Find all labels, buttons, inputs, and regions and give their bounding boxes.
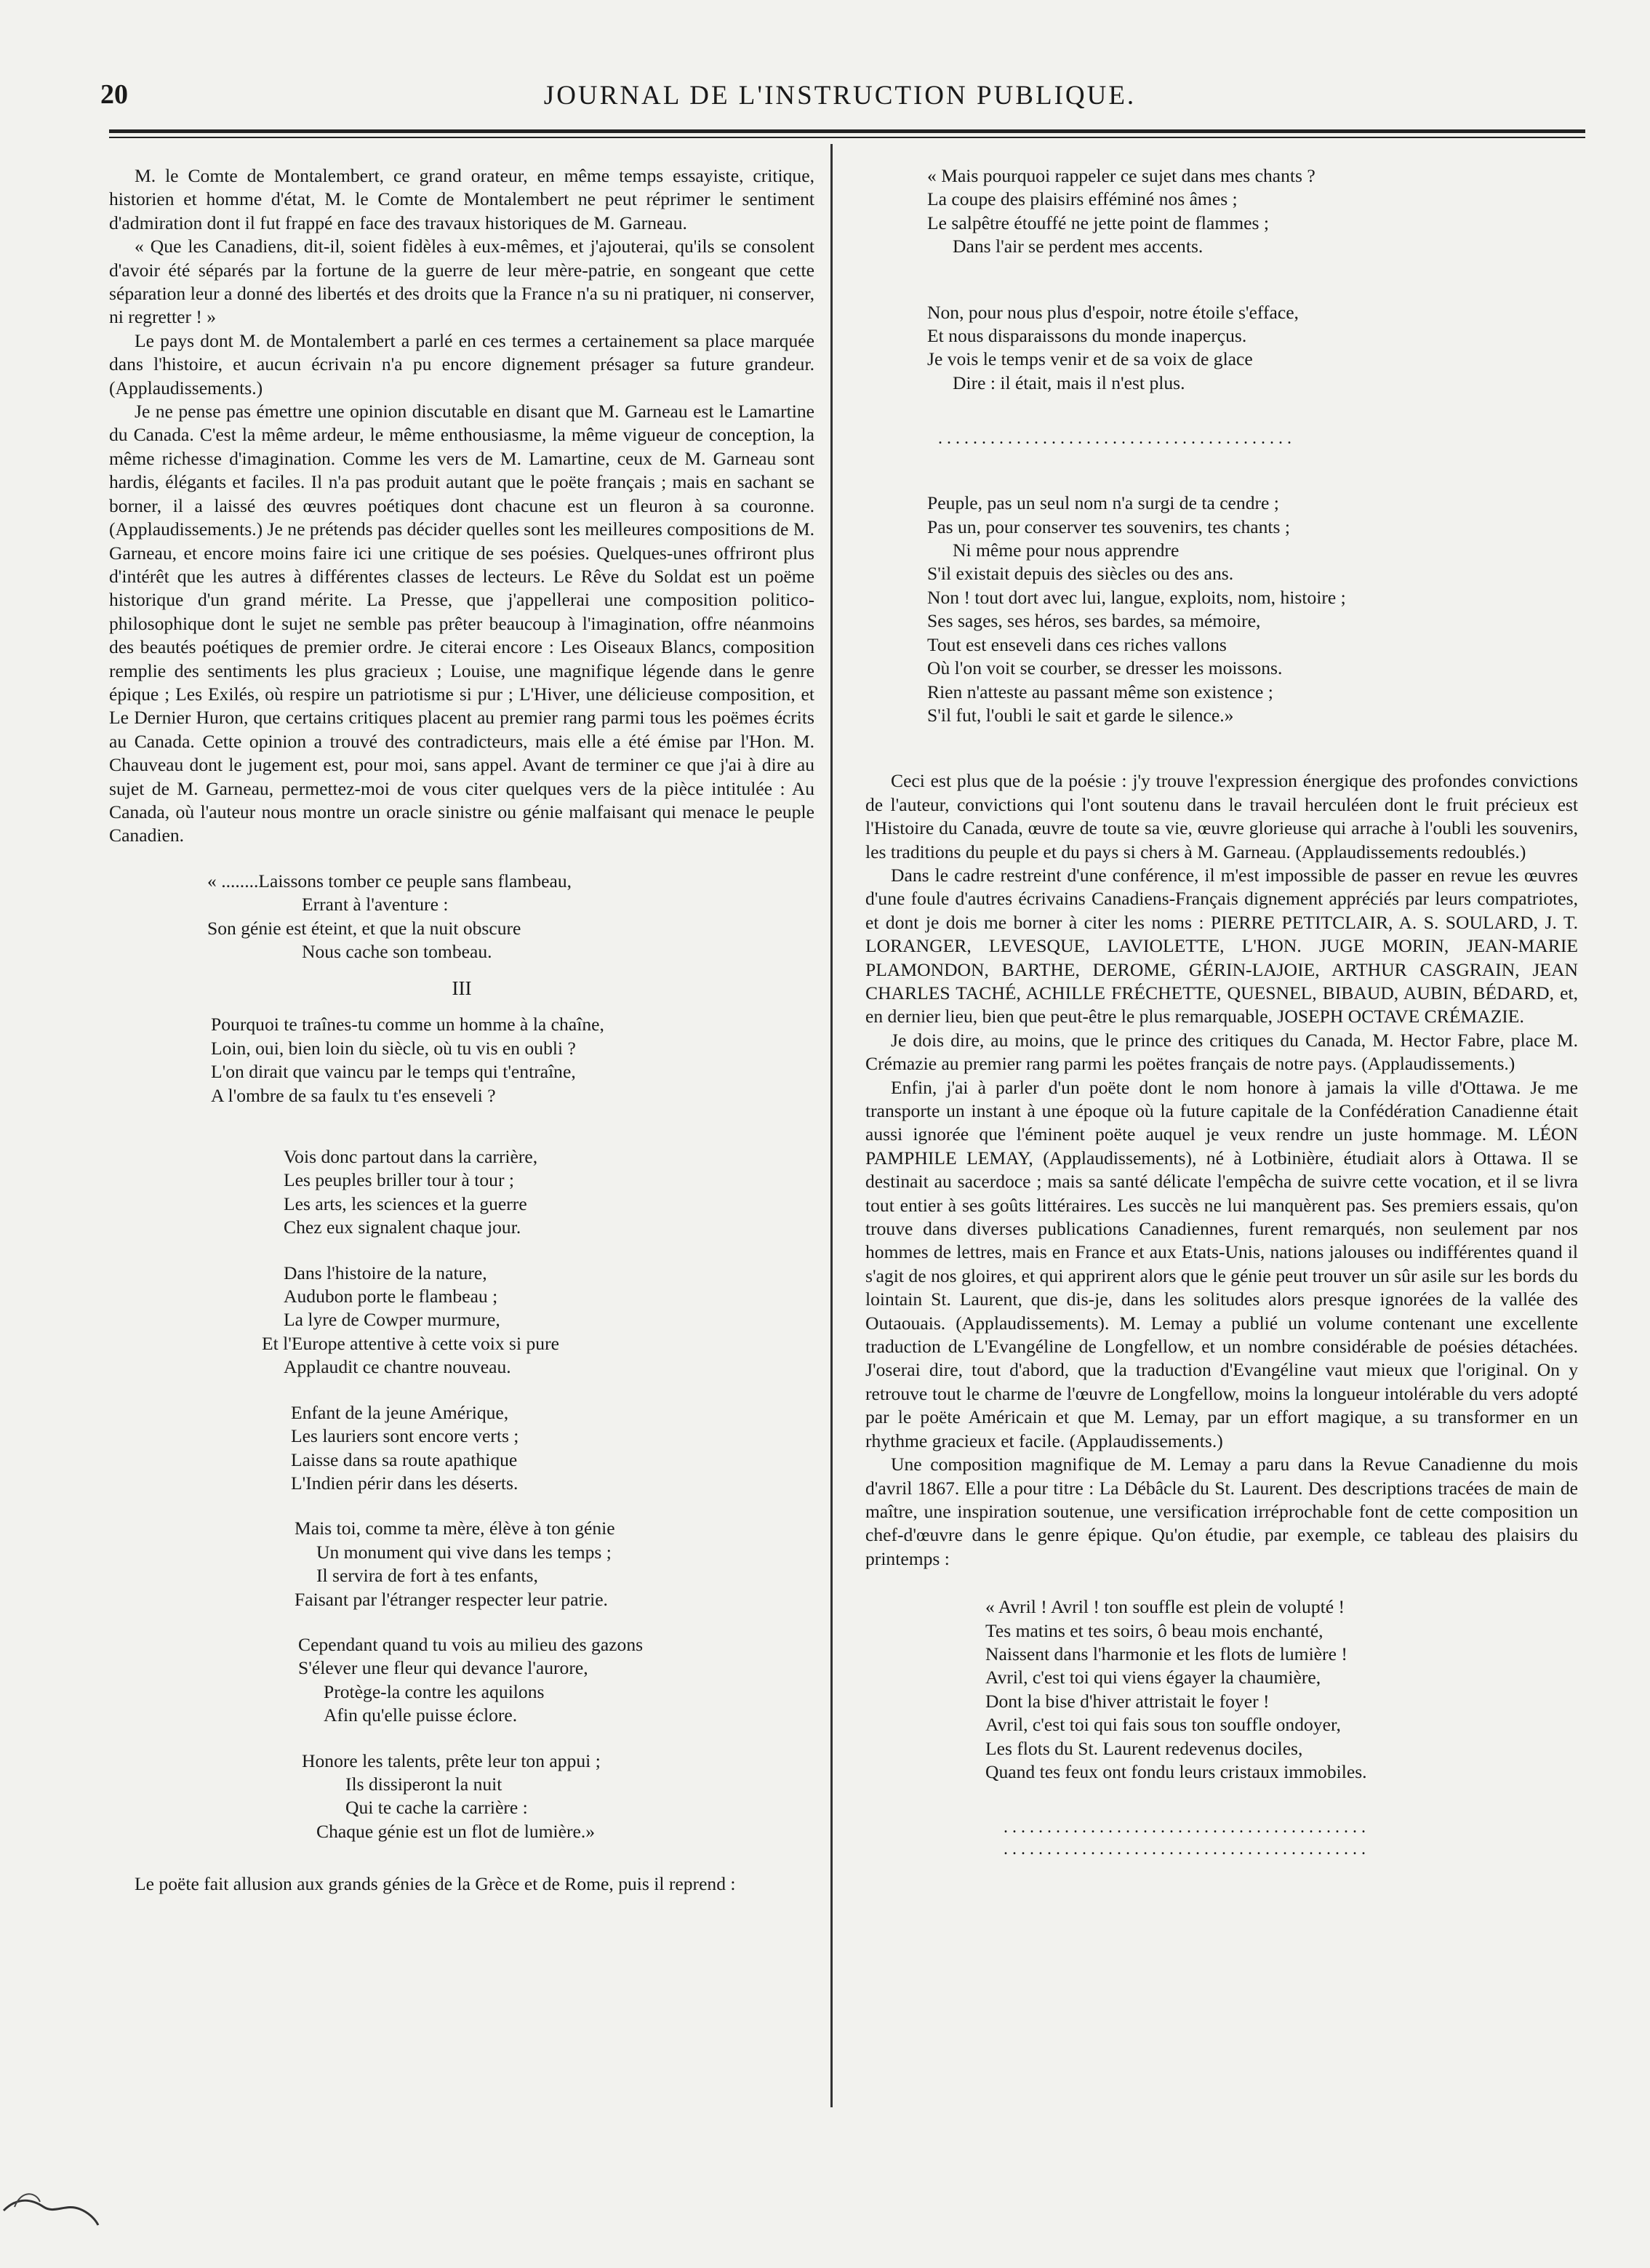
- ellipsis-separator: ..........................................: [1004, 1840, 1370, 1859]
- paragraph-ecrivains: Dans le cadre restreint d'une conférence, il m'est impossible de passer en revue les œuvres d'une foule d'autres écrivains Canadiens-Français dignement appréciés par leurs compatriotes, et dont je dois me borner à citer les noms : PIERRE PETITCLAIR, A. S. SOULARD, J. T. LORANGER, LEVESQUE, LAVIOLETTE, L'HON. JUGE MORIN, JEAN-MARIE PLAMONDON, BARTHE, DEROME, GÉRIN-LAJOIE, ARTHUR CASGRAIN, JEAN CHARLES TACHÉ, ACHILLE FRÉCHETTE, QUESNEL, BIBAUD, AUBIN, BÉDARD, et, en dernier lieu, bien que peut-être le plus remarquable, JOSEPH OCTAVE CRÉMAZIE.: [865, 864, 1578, 1027]
- poem-stanza: Vois donc partout dans la carrière, Les peuples briller tour à tour ; Les arts, les sciences et la guerre Chez eux signalent chaque jour.: [284, 1146, 538, 1238]
- paragraph-cremazie: Je dois dire, au moins, que le prince des critiques du Canada, M. Hector Fabre, place M. Crémazie au premier rang parmi les poëtes français de notre pays. (Applaudissements.): [865, 1029, 1578, 1075]
- poem-stanza: Pourquoi te traînes-tu comme un homme à la chaîne, Loin, oui, bien loin du siècle, où tu vis en oubli ? L'on dirait que vaincu par le temps qui t'entraîne, A l'ombre de sa faulx tu t'es enseveli ?: [211, 1014, 604, 1106]
- page-number: 20: [100, 79, 128, 110]
- section-roman-numeral: III: [452, 977, 472, 1000]
- poem-stanza: « Mais pourquoi rappeler ce sujet dans mes chants ? La coupe des plaisirs efféminé nos âmes ; Le salpêtre étouffé ne jette point de flammes ; Dans l'air se perdent mes accents.: [927, 165, 1315, 257]
- poem-stanza: Mais toi, comme ta mère, élève à ton génie Un monument qui vive dans les temps ; Il servira de fort à tes enfants, Faisant par l'étranger respecter leur patrie.: [295, 1518, 615, 1610]
- paragraph-debacle: Une composition magnifique de M. Lemay a paru dans la Revue Canadienne du mois d'avril 1867. Elle a pour titre : La Débâcle du St. Laurent. Des descriptions tracées de main de maître, une inspiration soutenue, une versification irréprochable font de cette composition un chef-d'œuvre dans le genre épique. Qu'on étudie, par exemple, ce tableau des plaisirs du printemps :: [865, 1454, 1578, 1569]
- ellipsis-separator: ..........................................: [1004, 1818, 1370, 1838]
- poem-stanza-au-canada: « ........Laissons tomber ce peuple sans flambeau, Errant à l'aventure : Son génie est éteint, et que la nuit obscure Nous cache son tombeau.: [207, 870, 572, 962]
- poem-stanza: Peuple, pas un seul nom n'a surgi de ta cendre ; Pas un, pour conserver tes souvenirs, tes chants ; Ni même pour nous apprendre S'il existait depuis des siècles ou des ans. Non ! tout dort avec lui, langue, exploits, nom, histoire ; Ses sages, ses héros, ses bardes, sa mémoire, Tout est enseveli dans ces riches vallons Où l'on voit se courber, se dresser les moissons. Rien n'atteste au passant même son existence ; S'il fut, l'oubli le sait et garde le silence.»: [927, 492, 1346, 726]
- poem-stanza-avril: « Avril ! Avril ! ton souffle est plein de volupté ! Tes matins et tes soirs, ô beau mois enchanté, Naissent dans l'harmonie et les flots de lumière ! Avril, c'est toi qui viens égayer la chaumière, Dont la bise d'hiver attristait le foyer ! Avril, c'est toi qui fais sous ton souffle ondoyer, Les flots du St. Laurent redevenus dociles, Quand tes feux ont fondu leurs cristaux immobiles.: [985, 1596, 1367, 1782]
- paragraph-lemay: Enfin, j'ai à parler d'un poëte dont le nom honore à jamais la ville d'Ottawa. Je me transporte un instant à une époque où la future capitale de la Confédération Canadienne était aussi ignorée que l'éminent poëte auquel je veux rendre un juste hommage. M. LÉON PAMPHILE LEMAY, (Applaudissements), né à Lotbinière, étudiait alors à Ottawa. Il se destinait au sacerdoce ; mais sa santé délicate l'empêcha de suivre cette vocation, et il se livra tout entier à ses goûts littéraires. Les succès ne lui manquèrent pas. Ses premiers essais, qu'on trouve dans diverses publications Canadiennes, furent remarqués, non seulement par nos hommes de lettres, mais en France et aux Etats-Unis, nations jalouses ou indifférentes quand il s'agit de nos gloires, et qui apprirent alors que le génie peut trouver un sûr asile sur les bords du lointain St. Laurent, que dis-je, dans les solitudes alors presque ignorées de la vallée des Outaouais. (Applaudissements). M. Lemay a publié un volume contenant une excellente traduction de L'Evangéline de Longfellow, et un nombre considérable de poésies détachées. J'oserai dire, tout d'abord, que la traduction d'Evangéline vaut mieux que l'original. On y retrouve tout le charme de l'œuvre de Longfellow, moins la longueur intolérable du vers adopté par le poëte Américain et que M. Lemay, par un effort magique, a su transformer en un rhythme gracieux et facile. (Applaudissements.): [865, 1076, 1578, 1451]
- paragraph-montalembert: M. le Comte de Montalembert, ce grand orateur, en même temps essayiste, critique, historien et homme d'état, M. le Comte de Montalembert ne peut réprimer le sentiment d'admiration dont il fut frappé en face des travaux historiques de M. Garneau.: [109, 165, 814, 233]
- decorative-flourish-icon: [0, 2167, 102, 2240]
- poem-stanza: Dans l'histoire de la nature, Audubon porte le flambeau ; La lyre de Cowper murmure, Et l'Europe attentive à cette voix si pure Applaudit ce chantre nouveau.: [262, 1262, 559, 1378]
- column-divider: [830, 144, 833, 2107]
- header-rule-thick: [109, 129, 1585, 133]
- paragraph-allusion: Le poëte fait allusion aux grands génies de la Grèce et de Rome, puis il reprend :: [135, 1873, 736, 1895]
- poem-stanza: Enfant de la jeune Amérique, Les lauriers sont encore verts ; Laisse dans sa route apathique L'Indien périr dans les déserts.: [291, 1401, 519, 1494]
- header-rule-thin: [109, 137, 1585, 138]
- poem-stanza: Honore les talents, prête leur ton appui ; Ils dissiperont la nuit Qui te cache la carrière : Chaque génie est un flot de lumière.»: [302, 1750, 601, 1842]
- poem-stanza: Non, pour nous plus d'espoir, notre étoile s'efface, Et nous disparaissons du monde inaperçus. Je vois le temps venir et de sa voix de glace Dire : il était, mais il n'est plus.: [927, 301, 1299, 393]
- paragraph-garneau: Je ne pense pas émettre une opinion discutable en disant que M. Garneau est le Lamartine du Canada. C'est la même ardeur, le même enthousiasme, la même vigueur de conception, la même richesse d'imagination. Comme les vers de M. Lamartine, ceux de M. Garneau sont hardis, élégants et faciles. Il n'a pas produit autant que le poëte français ; mais en sachant se borner, il a laissé des œuvres poétiques dont chacune est un fleuron à sa couronne. (Applaudissements.) Je ne prétends pas décider quelles sont les meilleures compositions de M. Garneau, et encore moins faire ici une critique de ses poésies. Quelques-unes offriront plus d'intérêt que les autres à différentes classes de lecteurs. Le Rêve du Soldat est un poëme historique d'un grand mérite. La Presse, que j'appellerai une composition politico-philosophique dont le sujet ne semble pas prêter beaucoup à l'imagination, offre néanmoins des beautés poétiques de premier ordre. Je citerai encore : Les Oiseaux Blancs, composition remplie des sentiments les plus gracieux ; Louise, une magnifique légende dans le genre épique ; Les Exilés, où respire un patriotisme si pur ; L'Hiver, une délicieuse composition, et Le Dernier Huron, que certains critiques placent au premier rang parmi tous les poëmes écrits au Canada. Cette opinion a trouvé des contradicteurs, mais elle a été émise par l'Hon. M. Chauveau dont le jugement est, pour moi, sans appel. Avant de terminer ce que j'ai à dire au sujet de M. Garneau, permettez-moi de vous citer quelques vers de la pièce intitulée : Au Canada, où l'auteur nous montre un oracle sinistre ou génie malfaisant qui menace le peuple Canadien.: [109, 401, 814, 846]
- ellipsis-separator: .........................................: [938, 429, 1296, 449]
- right-column: [865, 164, 1578, 1860]
- left-column: [109, 164, 814, 1896]
- page-header: [95, 79, 1585, 122]
- paragraph-poesie: Ceci est plus que de la poésie : j'y trouve l'expression énergique des profondes convictions de l'auteur, convictions qui l'ont soutenu dans le travail herculéen dont le fruit précieux est l'Histoire du Canada, œuvre de toute sa vie, œuvre glorieuse qui arrache à l'oubli les souvenirs, les traditions du peuple et du pays si chers à M. Garneau. (Applaudissements redoublés.): [865, 770, 1578, 862]
- paragraph-pays: Le pays dont M. de Montalembert a parlé en ces termes a certainement sa place marquée dans l'histoire, et aucun écrivain n'a pu encore dignement présager sa future grandeur. (Applaudissements.): [109, 329, 814, 398]
- poem-stanza: Cependant quand tu vois au milieu des gazons S'élever une fleur qui devance l'aurore, Protège-la contre les aquilons Afin qu'elle puisse éclore.: [298, 1633, 644, 1726]
- journal-title: JOURNAL DE L'INSTRUCTION PUBLIQUE.: [543, 81, 1137, 111]
- paragraph-quote-montalembert: « Que les Canadiens, dit-il, soient fidèles à eux-mêmes, et j'ajouterai, qu'ils se consolent d'avoir été séparés par la fortune de la guerre de leur mère-patrie, en songeant que cette séparation leur a donné des libertés et des droits que la France n'a su ni pratiquer, ni conserver, ni regretter ! »: [109, 236, 814, 328]
